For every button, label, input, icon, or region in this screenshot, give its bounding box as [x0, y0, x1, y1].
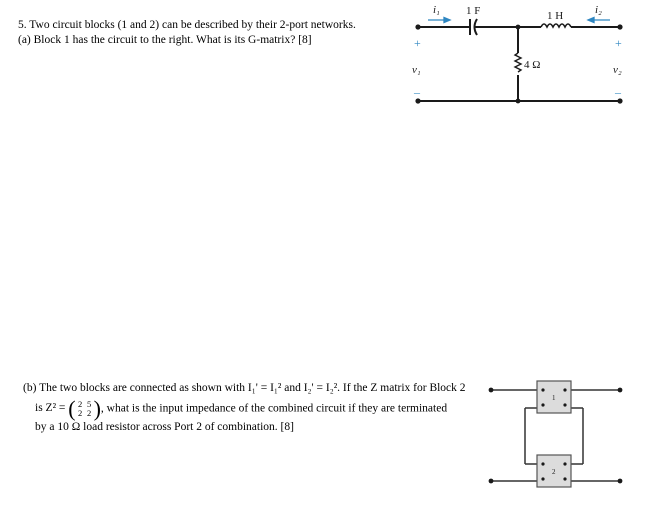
terminal-node: [618, 479, 623, 484]
question-5-part-a: (a) Block 1 has the circuit to the right. What is its G-matrix? [8]: [18, 33, 312, 46]
z-matrix-22: 2: [86, 407, 92, 418]
part-b-line-2-prefix: is Z² =: [35, 402, 69, 415]
capacitor-label: 1 F: [466, 5, 481, 17]
terminal-node: [618, 388, 623, 393]
i1-label: i₁: [433, 4, 440, 16]
v2-minus-sign: –: [615, 85, 621, 99]
z-matrix: ( 2 5 2 2 ): [68, 395, 101, 421]
part-b-line-3: by a 10 Ω load resistor across Port 2 of combination. [8]: [35, 420, 294, 433]
block-2-label: 2: [552, 468, 556, 476]
i2-label: i₂: [595, 4, 602, 16]
port-pin: [563, 403, 566, 406]
terminal-node: [489, 388, 494, 393]
z-matrix-12: 5: [86, 398, 92, 409]
port-pin: [563, 477, 566, 480]
v1-label: v₁: [412, 64, 421, 76]
port-pin: [563, 388, 566, 391]
port-pin: [541, 462, 544, 465]
part-b-line-2-suffix: , what is the input impedance of the combined circuit if they are terminated: [100, 402, 448, 415]
block-1-label: 1: [552, 394, 556, 402]
question-5-line-1: 5. Two circuit blocks (1 and 2) can be described by their 2-port networks.: [18, 19, 356, 31]
part-b-line-1: (b) The two blocks are connected as shown with I₁' = I₁² and I₂' = I₂². If the Z matrix for Block 2: [23, 382, 466, 394]
z-matrix-21: 2: [77, 407, 83, 418]
z-matrix-11: 2: [77, 398, 83, 409]
port-pin: [541, 388, 544, 391]
v1-minus-sign: –: [414, 85, 420, 99]
v2-plus-sign: +: [615, 36, 622, 50]
v2-label: v₂: [613, 64, 622, 76]
port-pin: [541, 477, 544, 480]
port-pin: [563, 462, 566, 465]
resistor-label: 4 Ω: [524, 59, 541, 71]
v1-plus-sign: +: [414, 36, 421, 50]
port-pin: [541, 403, 544, 406]
inductor-label: 1 H: [547, 10, 564, 22]
terminal-node: [489, 479, 494, 484]
